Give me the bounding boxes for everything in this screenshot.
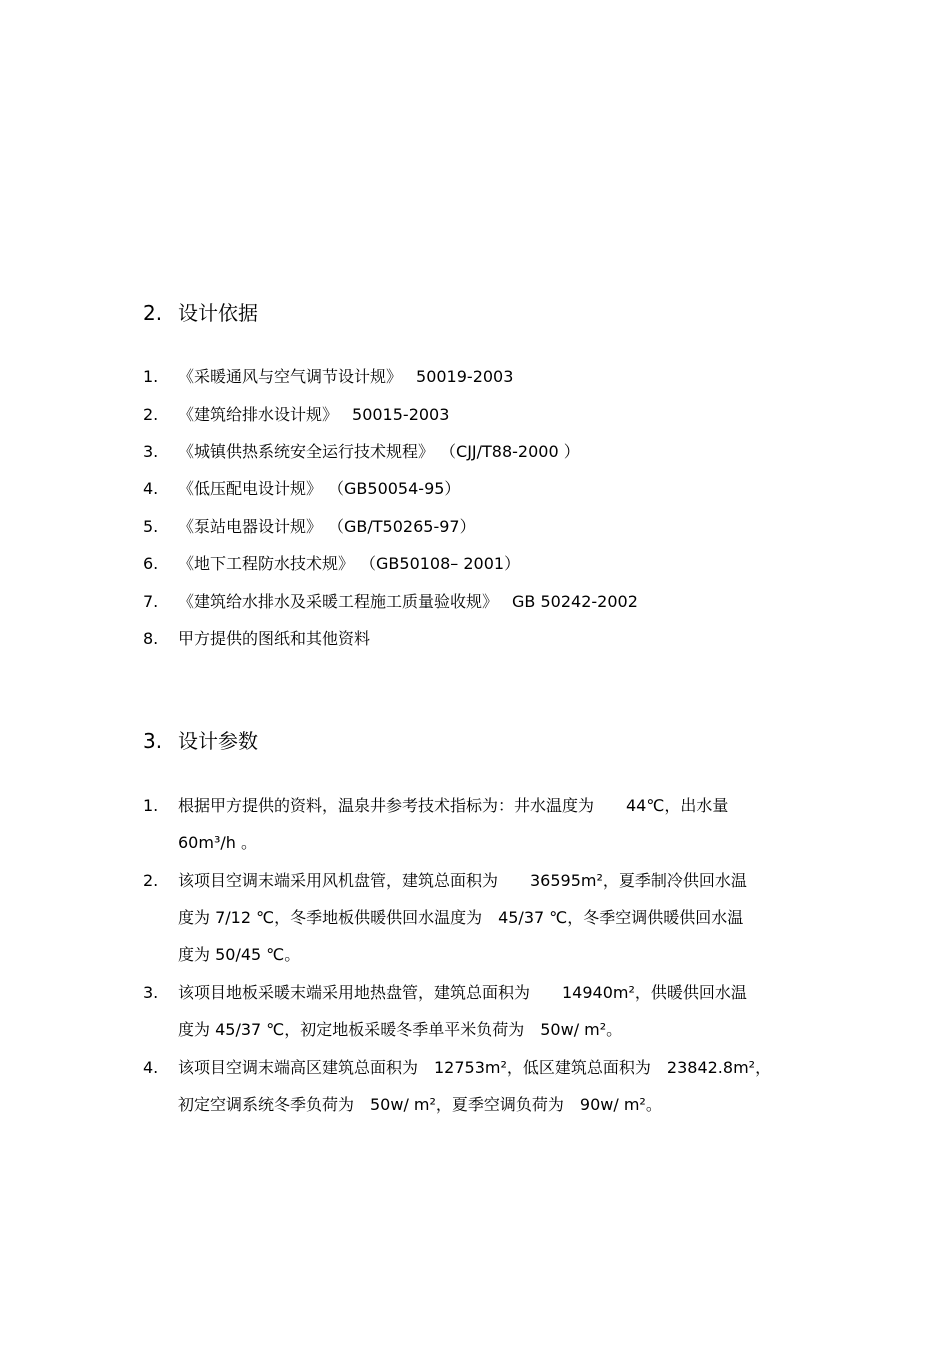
param-text: 该项目空调末端高区建筑总面积为 12753m²，低区建筑总面积为 23842.8m²， 初定空调系统冬季负荷为 50w/ m²，夏季空调负荷为 90w/ m²。 bbox=[178, 1058, 772, 1114]
list-item bbox=[143, 405, 449, 425]
item-number: 1. bbox=[143, 796, 159, 815]
item-number: 7. bbox=[143, 592, 159, 611]
param-item bbox=[143, 1049, 803, 1123]
param-item bbox=[143, 787, 803, 861]
item-ref: 50019-2003 bbox=[416, 367, 514, 386]
param-item bbox=[143, 862, 803, 973]
param-item bbox=[143, 974, 803, 1048]
param-text: 该项目地板采暖末端采用地热盘管，建筑总面积为 14940m²，供暖供回水温 度为 45/37 ℃，初定地板采暖冬季单平米负荷为 50w/ m²。 bbox=[178, 983, 747, 1039]
section-title: 设计依据 bbox=[178, 301, 258, 325]
item-ref: 50015-2003 bbox=[352, 405, 450, 424]
section-number: 2. bbox=[143, 301, 163, 325]
list-item bbox=[143, 442, 580, 462]
item-text: 甲方提供的图纸和其他资料 bbox=[178, 629, 371, 648]
item-text: 《建筑给水排水及采暖工程施工质量验收规》 bbox=[178, 592, 499, 611]
item-number: 6. bbox=[143, 554, 159, 573]
item-number: 3. bbox=[143, 983, 159, 1002]
item-ref: （CJJ/T88-2000 ） bbox=[448, 442, 580, 461]
item-text: 《建筑给排水设计规》 bbox=[178, 405, 339, 424]
param-text: 该项目空调末端采用风机盘管，建筑总面积为 36595m²，夏季制冷供回水温 度为 7/12 ℃，冬季地板供暖供回水温度为 45/37 ℃，冬季空调供暖供回水温 度为 50/45 ℃。 bbox=[178, 871, 747, 964]
list-item bbox=[143, 479, 460, 499]
param-text: 根据甲方提供的资料，温泉井参考技术指标为：井水温度为 44℃，出水量 60m³/h 。 bbox=[178, 796, 729, 852]
item-number: 1. bbox=[143, 367, 159, 386]
item-number: 8. bbox=[143, 629, 159, 648]
list-item bbox=[143, 554, 520, 574]
section-number: 3. bbox=[143, 729, 163, 753]
item-text: 《采暖通风与空气调节设计规》 bbox=[178, 367, 403, 386]
item-ref: （GB50054-95） bbox=[336, 479, 461, 498]
section-2-heading bbox=[143, 301, 258, 325]
list-item bbox=[143, 629, 384, 649]
item-text: 《地下工程防水技术规》 bbox=[178, 554, 355, 573]
item-number: 4. bbox=[143, 479, 159, 498]
item-number: 2. bbox=[143, 871, 159, 890]
item-ref: GB 50242-2002 bbox=[512, 592, 638, 611]
item-text: 《泵站电器设计规》 bbox=[178, 517, 323, 536]
item-text: 《城镇供热系统安全运行技术规程》 bbox=[178, 442, 435, 461]
list-item bbox=[143, 517, 476, 537]
list-item bbox=[143, 367, 513, 387]
section-title: 设计参数 bbox=[178, 729, 258, 753]
section-3-heading bbox=[143, 729, 258, 753]
item-number: 5. bbox=[143, 517, 159, 536]
item-ref: （GB50108– 2001） bbox=[368, 554, 521, 573]
item-ref: （GB/T50265-97） bbox=[336, 517, 476, 536]
item-number: 4. bbox=[143, 1058, 159, 1077]
item-text: 《低压配电设计规》 bbox=[178, 479, 323, 498]
item-number: 3. bbox=[143, 442, 159, 461]
item-number: 2. bbox=[143, 405, 159, 424]
list-item bbox=[143, 592, 638, 612]
